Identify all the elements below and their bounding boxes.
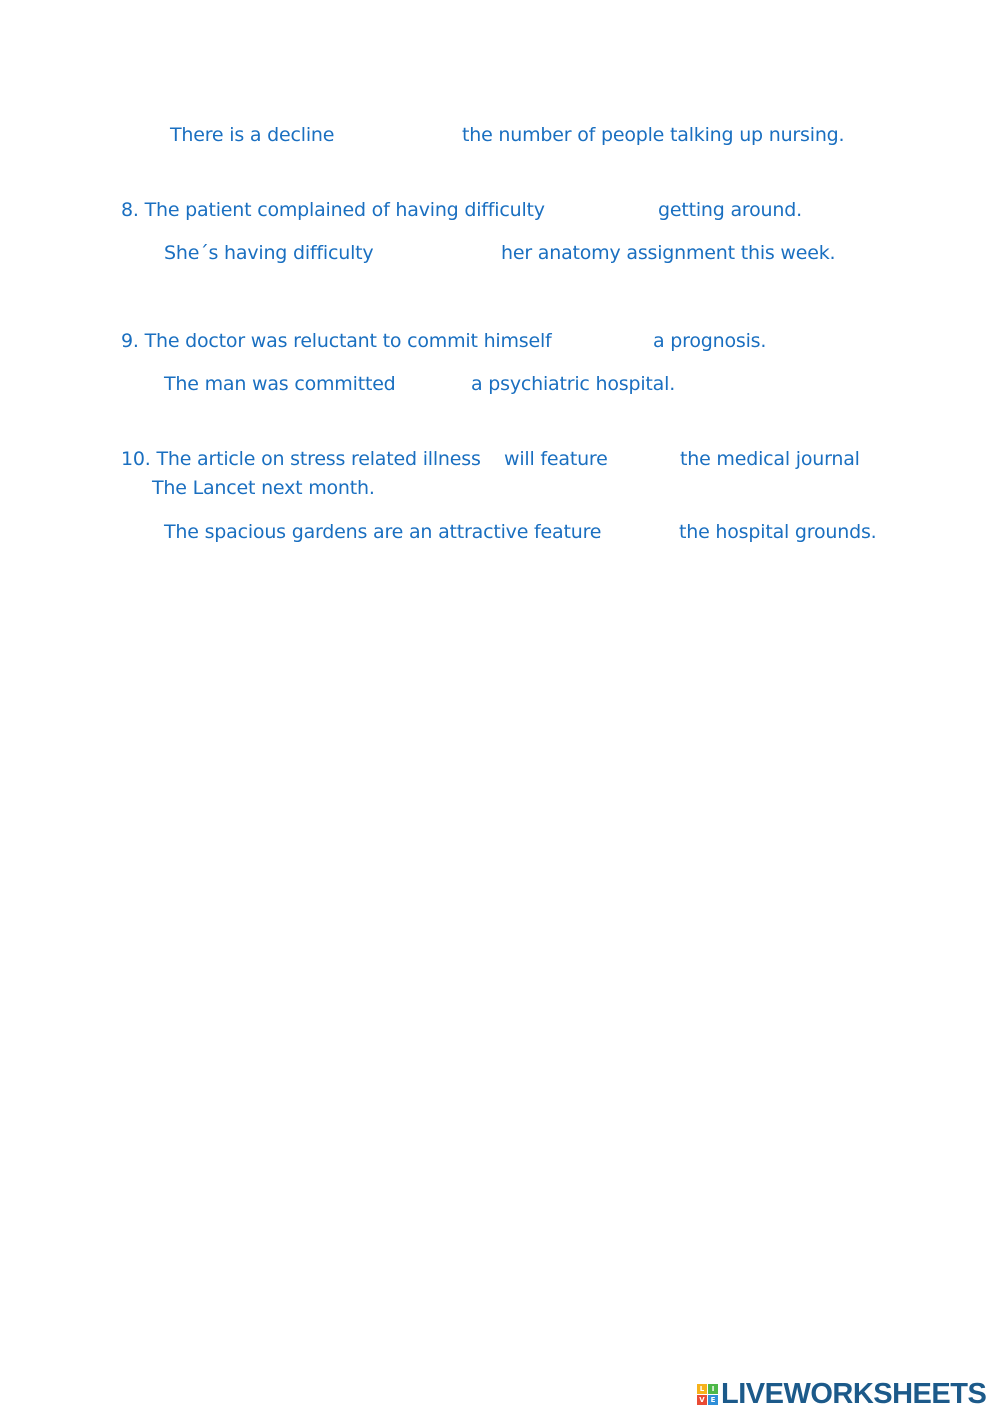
logo-mark-tile-2: I <box>708 1384 718 1394</box>
sentence-9b-part-2: a psychiatric hospital. <box>471 373 676 395</box>
sentence-9b-part-1: The man was committed <box>164 373 396 395</box>
sentence-10b-part-2: the hospital grounds. <box>679 521 877 543</box>
sentence-9-part-2: a prognosis. <box>653 330 767 352</box>
sentence-10-part-2: will feature <box>504 448 608 470</box>
logo-wordmark: LIVEWORKSHEETS <box>721 1377 987 1410</box>
sentence-8b-part-2: her anatomy assignment this week. <box>501 242 836 264</box>
logo-mark-icon <box>697 1384 718 1405</box>
logo-mark-tile-1: L <box>697 1384 707 1394</box>
sentence-8-part-1: 8. The patient complained of having difficulty <box>121 199 545 221</box>
sentence-7b-part-2: the number of people talking up nursing. <box>462 124 845 146</box>
sentence-10b-part-1: The spacious gardens are an attractive feature <box>164 521 602 543</box>
sentence-10-part-1: 10. The article on stress related illness <box>121 448 481 470</box>
logo-mark-tile-4: E <box>708 1395 718 1405</box>
sentence-8-part-2: getting around. <box>658 199 802 221</box>
sentence-9-part-1: 9. The doctor was reluctant to commit himself <box>121 330 552 352</box>
sentence-10-part-3: the medical journal <box>680 448 860 470</box>
liveworksheets-logo <box>697 1376 986 1412</box>
logo-mark-tile-3: V <box>697 1395 707 1405</box>
sentence-8b-part-1: She´s having difficulty <box>164 242 374 264</box>
sentence-7b-part-1: There is a decline <box>170 124 335 146</box>
sentence-10-part-4: The Lancet next month. <box>152 477 375 499</box>
